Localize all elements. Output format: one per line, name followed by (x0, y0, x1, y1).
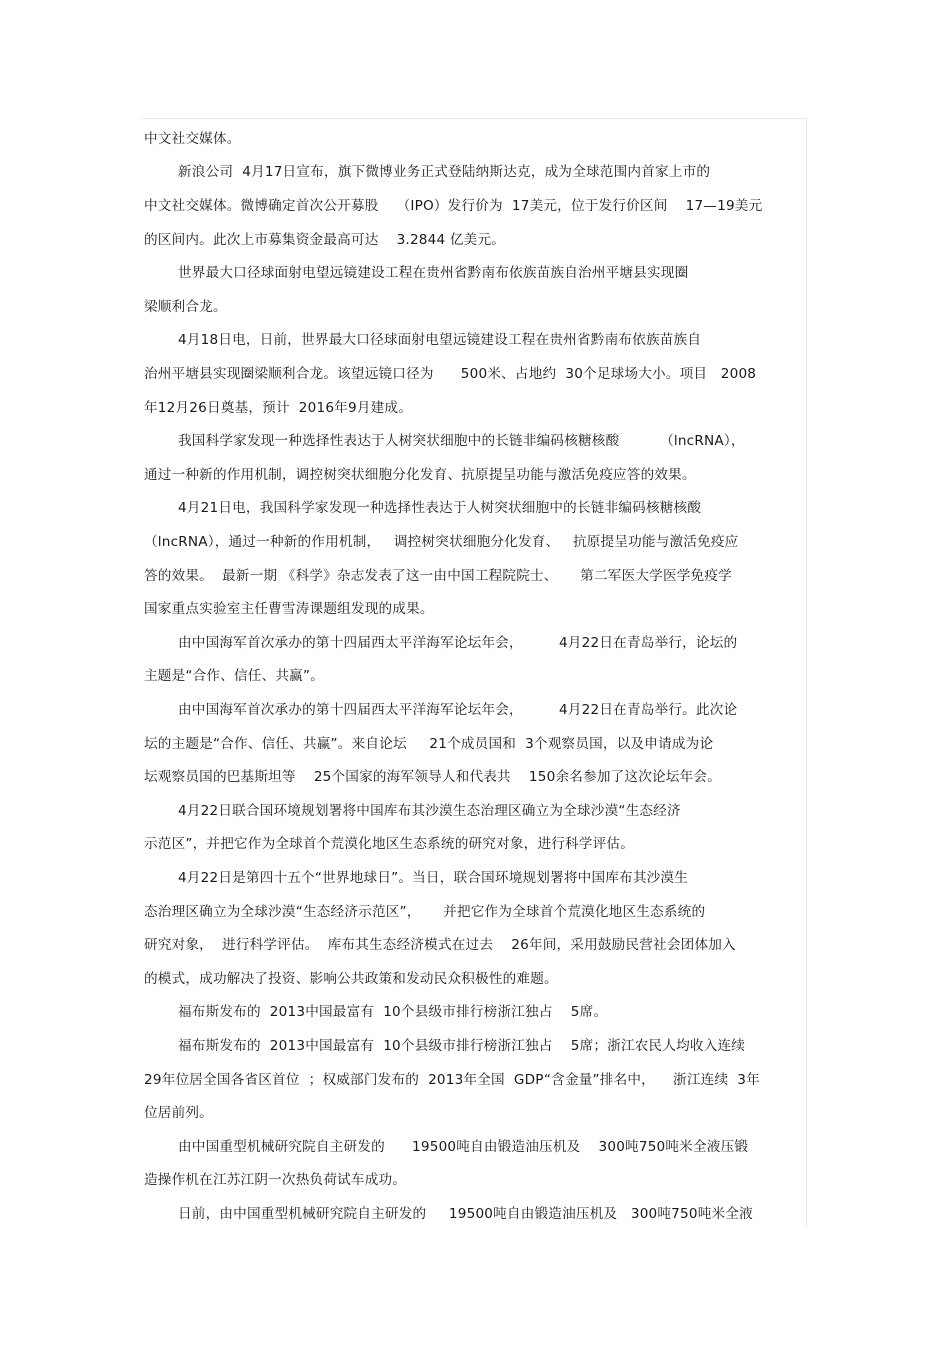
text-line: 年12月26日奠基，预计 2016年9月建成。 (144, 400, 412, 416)
text-line: 态治理区确立为全球沙漠“生态经济示范区”， 并把它作为全球首个荒漠化地区生态系统的 (144, 904, 706, 920)
text-line: 梁顺利合龙。 (144, 299, 227, 315)
text-line: 主题是“合作、信任、共赢”。 (144, 668, 325, 684)
text-line: 的区间内。此次上市募集资金最高可达 3.2844 亿美元。 (144, 232, 506, 248)
text-line: 坛观察员国的巴基斯坦等 25个国家的海军领导人和代表共 150余名参加了这次论坛年会。 (144, 769, 721, 785)
text-line: 坛的主题是“合作、信任、共赢”。来自论坛 21个成员国和 3个观察员国，以及申请成为论 (144, 736, 714, 752)
text-line: 中文社交媒体。微博确定首次公开募股 （IPO）发行价为 17美元，位于发行价区间 17—19美元 (144, 198, 763, 214)
paragraph-line: 4月22日联合国环境规划署将中国库布其沙漠生态治理区确立为全球沙漠“生态经济 (178, 803, 681, 819)
paragraph-line: 新浪公司 4月17日宣布，旗下微博业务正式登陆纳斯达克，成为全球范围内首家上市的 (178, 164, 711, 180)
paragraph-line: 由中国海军首次承办的第十四届西太平洋海军论坛年会， 4月22日在青岛举行，论坛的 (178, 635, 738, 651)
paragraph-line: 福布斯发布的 2013中国最富有 10个县级市排行榜浙江独占 5席；浙江农民人均收入连续 (178, 1038, 746, 1054)
text-line: 的模式，成功解决了投资、影响公共政策和发动民众积极性的难题。 (144, 971, 558, 987)
paragraph-line: 日前，由中国重型机械研究院自主研发的 19500吨自由锻造油压机及 300吨750吨米全液 (178, 1206, 753, 1222)
text-line: 治州平塘县实现圈梁顺利合龙。该望远镜口径为 500米、占地约 30个足球场大小。项目 2008 (144, 366, 757, 382)
paragraph-line: 4月21日电，我国科学家发现一种选择性表达于人树突状细胞中的长链非编码核糖核酸 (178, 500, 702, 516)
paragraph-line: 4月22日是第四十五个“世界地球日”。当日，联合国环境规划署将中国库布其沙漠生 (178, 870, 689, 886)
paragraph-line: 世界最大口径球面射电望远镜建设工程在贵州省黔南布依族苗族自治州平塘县实现圈 (178, 265, 689, 281)
text-line: 中文社交媒体。 (144, 131, 241, 147)
text-line: 造操作机在江苏江阴一次热负荷试车成功。 (144, 1172, 407, 1188)
text-line: 位居前列。 (144, 1105, 213, 1121)
text-line: 研究对象， 进行科学评估。 库布其生态经济模式在过去 26年间，采用鼓励民营社会团体加入 (144, 937, 736, 953)
text-line: 通过一种新的作用机制，调控树突状细胞分化发育、抗原提呈功能与激活免疫应答的效果。 (144, 467, 696, 483)
paragraph-line: 福布斯发布的 2013中国最富有 10个县级市排行榜浙江独占 5席。 (178, 1004, 608, 1020)
text-line: 答的效果。 最新一期 《科学》杂志发表了这一由中国工程院院士、 第二军医大学医学免疫学 (144, 568, 732, 584)
text-line: 29年位居全国各省区首位 ；权威部门发布的 2013年全国 GDP“含金量”排名中， 浙江连续 3年 (144, 1072, 760, 1088)
paragraph-line: 我国科学家发现一种选择性表达于人树突状细胞中的长链非编码核糖核酸 （lncRNA）， (178, 433, 745, 449)
paragraph-line: 由中国海军首次承办的第十四届西太平洋海军论坛年会， 4月22日在青岛举行。此次论 (178, 702, 738, 718)
paragraph-line: 由中国重型机械研究院自主研发的 19500吨自由锻造油压机及 300吨750吨米全液压锻 (178, 1139, 749, 1155)
paragraph-line: 4月18日电，日前，世界最大口径球面射电望远镜建设工程在贵州省黔南布依族苗族自 (178, 332, 702, 348)
text-line: 国家重点实验室主任曹雪涛课题组发现的成果。 (144, 601, 434, 617)
text-line: 示范区”，并把它作为全球首个荒漠化地区生态系统的研究对象，进行科学评估。 (144, 836, 635, 852)
text-line: （lncRNA），通过一种新的作用机制， 调控树突状细胞分化发育、 抗原提呈功能与激活免疫应 (144, 534, 739, 550)
